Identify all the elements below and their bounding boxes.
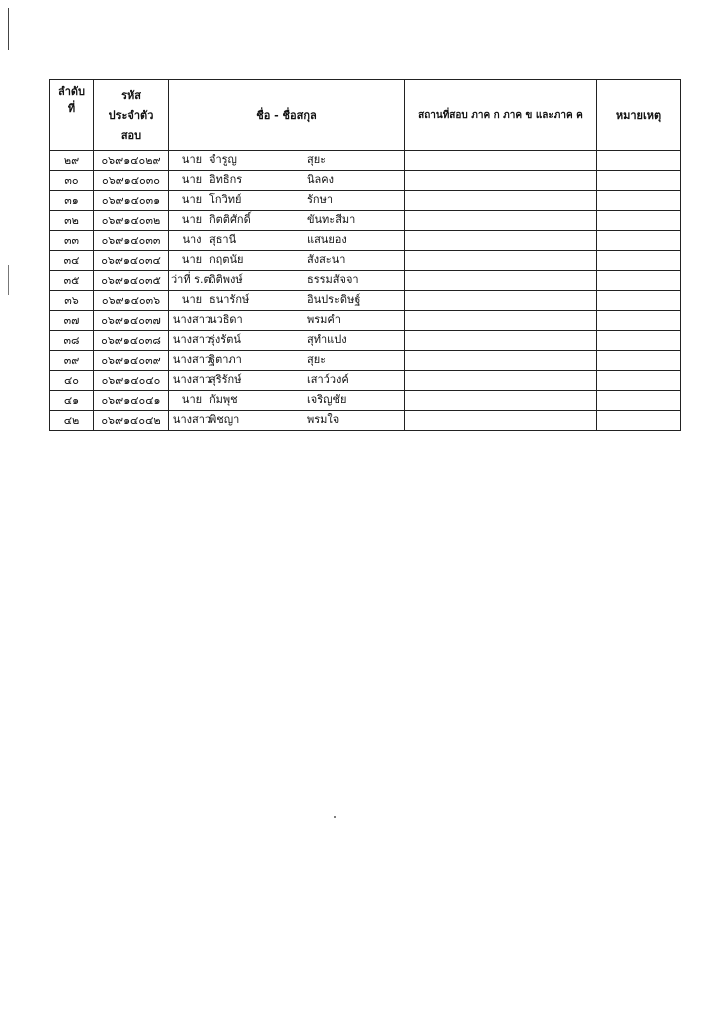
cell-no: ๓๓ bbox=[50, 231, 94, 251]
name-prefix: นางสาว bbox=[172, 313, 212, 326]
name-prefix: นางสาว bbox=[172, 413, 212, 426]
cell-venue bbox=[405, 231, 597, 251]
cell-no: ๓๖ bbox=[50, 291, 94, 311]
header-code-line-1: รหัส bbox=[121, 89, 141, 102]
cell-full-name bbox=[169, 391, 405, 411]
header-code-line-2: ประจำตัว bbox=[108, 109, 154, 122]
cell-venue bbox=[405, 351, 597, 371]
cell-remark bbox=[597, 151, 681, 171]
cell-no: ๔๑ bbox=[50, 391, 94, 411]
name-prefix: ว่าที่ ร.ต. bbox=[171, 273, 215, 286]
cell-exam-code: ๐๖๙๑๔๐๓๘ bbox=[94, 331, 169, 351]
table-row bbox=[50, 171, 681, 191]
table-row bbox=[50, 311, 681, 331]
cell-venue bbox=[405, 391, 597, 411]
header-row bbox=[50, 80, 681, 151]
table-row bbox=[50, 151, 681, 171]
last-name: รักษา bbox=[307, 193, 333, 206]
cell-venue bbox=[405, 211, 597, 231]
name-prefix: นางสาว bbox=[172, 333, 212, 346]
cell-no: ๓๕ bbox=[50, 271, 94, 291]
name-prefix: นาย bbox=[181, 253, 203, 266]
first-name: รุ่งรัตน์ bbox=[209, 333, 241, 346]
cell-venue bbox=[405, 311, 597, 331]
cell-remark bbox=[597, 271, 681, 291]
cell-venue bbox=[405, 331, 597, 351]
first-name: โกวิทย์ bbox=[209, 193, 242, 206]
cell-remark bbox=[597, 291, 681, 311]
name-prefix: นาย bbox=[181, 393, 203, 406]
name-prefix: นาย bbox=[181, 293, 203, 306]
cell-venue bbox=[405, 291, 597, 311]
first-name: สุธานี bbox=[209, 233, 237, 246]
cell-exam-code: ๐๖๙๑๔๐๓๖ bbox=[94, 291, 169, 311]
cell-no: ๔๐ bbox=[50, 371, 94, 391]
cell-remark bbox=[597, 371, 681, 391]
first-name: ฐิตาภา bbox=[209, 353, 242, 366]
table-row bbox=[50, 411, 681, 431]
cell-full-name bbox=[169, 311, 405, 331]
first-name: อิทธิกร bbox=[209, 173, 243, 186]
cell-venue bbox=[405, 371, 597, 391]
header-name: ชื่อ - ชื่อสกุล bbox=[169, 80, 405, 151]
cell-no: ๓๔ bbox=[50, 251, 94, 271]
cell-remark bbox=[597, 211, 681, 231]
cell-remark bbox=[597, 171, 681, 191]
first-name: กัมพุช bbox=[209, 393, 238, 406]
header-venue: สถานที่สอบ ภาค ก ภาค ข และภาค ค bbox=[405, 80, 597, 151]
header-no bbox=[50, 80, 94, 151]
table-row bbox=[50, 351, 681, 371]
cell-no: ๓๘ bbox=[50, 331, 94, 351]
first-name: นวธิดา bbox=[209, 313, 243, 326]
cell-exam-code: ๐๖๙๑๔๐๓๗ bbox=[94, 311, 169, 331]
cell-full-name bbox=[169, 191, 405, 211]
table-row bbox=[50, 211, 681, 231]
cell-full-name bbox=[169, 291, 405, 311]
last-name: แสนยอง bbox=[307, 233, 347, 246]
table-row bbox=[50, 331, 681, 351]
first-name: สุริรักษ์ bbox=[209, 373, 242, 386]
cell-exam-code: ๐๖๙๑๔๐๓๓ bbox=[94, 231, 169, 251]
name-prefix: นาย bbox=[181, 193, 203, 206]
cell-remark bbox=[597, 411, 681, 431]
cell-full-name bbox=[169, 231, 405, 251]
cell-full-name bbox=[169, 151, 405, 171]
cell-remark bbox=[597, 311, 681, 331]
name-prefix: นาย bbox=[181, 153, 203, 166]
scan-speck bbox=[334, 816, 336, 818]
last-name: พรมใจ bbox=[307, 413, 340, 426]
cell-no: ๔๒ bbox=[50, 411, 94, 431]
exam-list-table bbox=[49, 79, 681, 431]
name-prefix: นาย bbox=[181, 213, 203, 226]
header-no-line-2: ที่ bbox=[67, 102, 76, 115]
cell-exam-code: ๐๖๙๑๔๐๓๔ bbox=[94, 251, 169, 271]
last-name: สังสะนา bbox=[307, 253, 346, 266]
cell-full-name bbox=[169, 211, 405, 231]
cell-remark bbox=[597, 231, 681, 251]
cell-remark bbox=[597, 251, 681, 271]
cell-full-name bbox=[169, 411, 405, 431]
cell-exam-code: ๐๖๙๑๔๐๔๒ bbox=[94, 411, 169, 431]
first-name: พิชญา bbox=[209, 413, 240, 426]
cell-no: ๓๙ bbox=[50, 351, 94, 371]
cell-exam-code: ๐๖๙๑๔๐๔๑ bbox=[94, 391, 169, 411]
last-name: เจริญชัย bbox=[307, 393, 347, 406]
cell-exam-code: ๐๖๙๑๔๐๓๙ bbox=[94, 351, 169, 371]
cell-exam-code: ๐๖๙๑๔๐๒๙ bbox=[94, 151, 169, 171]
cell-no: ๓๑ bbox=[50, 191, 94, 211]
cell-remark bbox=[597, 191, 681, 211]
header-remark: หมายเหตุ bbox=[597, 80, 681, 151]
last-name: ขันทะสีมา bbox=[307, 213, 356, 226]
cell-no: ๓๒ bbox=[50, 211, 94, 231]
table-row bbox=[50, 371, 681, 391]
last-name: นิลคง bbox=[307, 173, 334, 186]
cell-venue bbox=[405, 411, 597, 431]
header-no-line-1: ลำดับ bbox=[57, 85, 86, 98]
cell-full-name bbox=[169, 171, 405, 191]
cell-remark bbox=[597, 391, 681, 411]
cell-venue bbox=[405, 191, 597, 211]
table-body bbox=[50, 151, 681, 431]
cell-remark bbox=[597, 331, 681, 351]
cell-exam-code: ๐๖๙๑๔๐๓๐ bbox=[94, 171, 169, 191]
cell-venue bbox=[405, 171, 597, 191]
cell-full-name bbox=[169, 351, 405, 371]
last-name: พรมคำ bbox=[307, 313, 341, 326]
header-code bbox=[94, 80, 169, 151]
cell-full-name bbox=[169, 251, 405, 271]
cell-no: ๒๙ bbox=[50, 151, 94, 171]
name-prefix: นางสาว bbox=[172, 353, 212, 366]
cell-venue bbox=[405, 151, 597, 171]
cell-exam-code: ๐๖๙๑๔๐๓๕ bbox=[94, 271, 169, 291]
cell-no: ๓๐ bbox=[50, 171, 94, 191]
cell-full-name bbox=[169, 271, 405, 291]
cell-exam-code: ๐๖๙๑๔๐๔๐ bbox=[94, 371, 169, 391]
cell-full-name bbox=[169, 331, 405, 351]
cell-venue bbox=[405, 251, 597, 271]
first-name: กิติพงษ์ bbox=[209, 273, 243, 286]
first-name: กิตติศักดิ์ bbox=[209, 213, 251, 226]
name-prefix: นาง bbox=[182, 233, 202, 246]
last-name: ธรรมสัจจา bbox=[307, 273, 359, 286]
name-prefix: นาย bbox=[181, 173, 203, 186]
first-name: จำรูญ bbox=[209, 153, 237, 166]
last-name: สุยะ bbox=[307, 353, 327, 366]
first-name: ธนารักษ์ bbox=[209, 293, 250, 306]
last-name: สุยะ bbox=[307, 153, 327, 166]
scan-edge-line-top bbox=[8, 8, 9, 50]
cell-no: ๓๗ bbox=[50, 311, 94, 331]
cell-exam-code: ๐๖๙๑๔๐๓๑ bbox=[94, 191, 169, 211]
cell-exam-code: ๐๖๙๑๔๐๓๒ bbox=[94, 211, 169, 231]
scan-edge-line-mid bbox=[8, 265, 9, 295]
last-name: สุทำแปง bbox=[307, 333, 347, 346]
exam-list-table-container bbox=[49, 79, 680, 431]
cell-venue bbox=[405, 271, 597, 291]
header-code-line-3: สอบ bbox=[120, 129, 142, 142]
cell-full-name bbox=[169, 371, 405, 391]
first-name: กฤตนัย bbox=[209, 253, 244, 266]
cell-remark bbox=[597, 351, 681, 371]
table-row bbox=[50, 191, 681, 211]
name-prefix: นางสาว bbox=[172, 373, 212, 386]
table-row bbox=[50, 251, 681, 271]
last-name: อินประดิษฐ์ bbox=[307, 293, 361, 306]
table-row bbox=[50, 271, 681, 291]
table-row bbox=[50, 391, 681, 411]
table-row bbox=[50, 291, 681, 311]
last-name: เสาว์วงค์ bbox=[307, 373, 349, 386]
table-row bbox=[50, 231, 681, 251]
